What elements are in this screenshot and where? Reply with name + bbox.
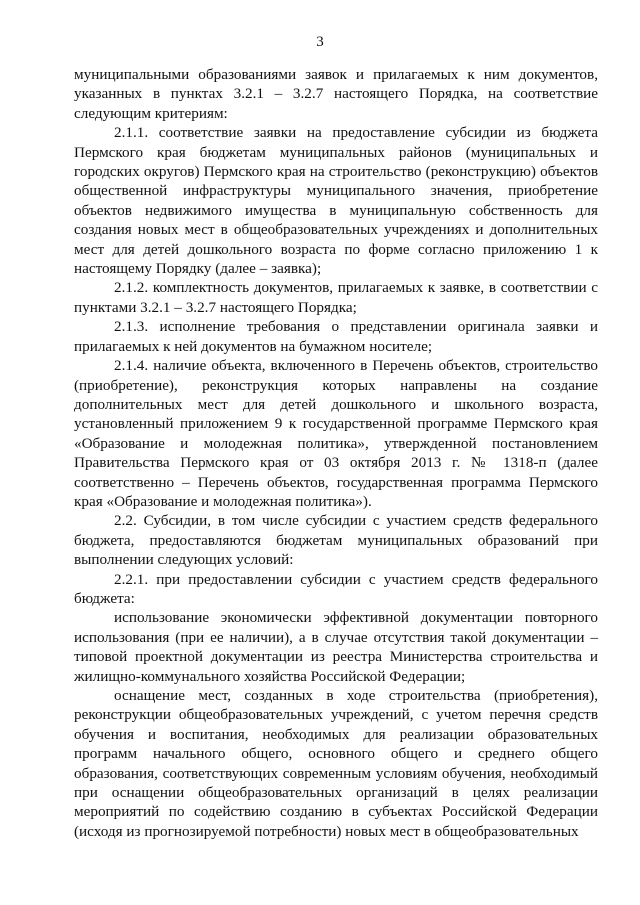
- paragraph-documentation: использование экономически эффективной документации повторного использования (при ее наличии), а в случае отсутствия такой документации – типовой проектной документации из реестра Министерства строительства и жилищно-коммунального хозяйства Российской Федерации;: [74, 609, 598, 685]
- paragraph-2-2-1: 2.2.1. при предоставлении субсидии с участием средств федерального бюджета:: [74, 570, 598, 607]
- paragraph-2-1-4: 2.1.4. наличие объекта, включенного в Перечень объектов, строительство (приобретение), реконструкция которых направлены на создание дополнительных мест для детей дошкольного и школьного возраста, установленный приложением 9 к государственной программе Пермского края «Образование и молодежная политика», утвержденной постановлением Правительства Пермского края от 03 октября 2013 г. № 1318-п (далее соответственно – Перечень объектов, государственная программа Пермского края «Образование и молодежная политика»).: [74, 357, 598, 510]
- paragraph-2-2: 2.2. Субсидии, в том числе субсидии с участием средств федерального бюджета, предоставляются бюджетам муниципальных образований при выполнении следующих условий:: [74, 512, 598, 569]
- paragraph-2-1-1: 2.1.1. соответствие заявки на предоставление субсидии из бюджета Пермского края бюджетам муниципальных районов (муниципальных и городских округов) Пермского края на строительство (реконструкцию) объектов общественной инфраструктуры муниципального значения, приобретение объектов недвижимого имущества в муниципальную собственность для создания новых мест в общеобразовательных учреждениях и дополнительных мест для детей дошкольного возраста по форме согласно приложению 1 к настоящему Порядку (далее – заявка);: [74, 124, 598, 278]
- document-body: [74, 65, 598, 841]
- paragraph: муниципальными образованиями заявок и прилагаемых к ним документов, указанных в пунктах 3.2.1 – 3.2.7 настоящего Порядка, на соответствие следующим критериям:: [74, 66, 598, 122]
- paragraph-2-1-2: 2.1.2. комплектность документов, прилагаемых к заявке, в соответствии с пунктами 3.2.1 – 3.2.7 настоящего Порядка;: [74, 279, 598, 316]
- page-number: 3: [316, 34, 324, 50]
- paragraph-2-1-3: 2.1.3. исполнение требования о представлении оригинала заявки и прилагаемых к ней документов на бумажном носителе;: [74, 318, 598, 355]
- paragraph-equipment: оснащение мест, созданных в ходе строительства (приобретения), реконструкции общеобразовательных учреждений, с учетом перечня средств обучения и воспитания, необходимых для реализации образовательных программ начального общего, основного общего и среднего общего образования, соответствующих современным условиям обучения, необходимый при оснащении общеобразовательных организаций в целях реализации мероприятий по содействию созданию в субъектах Российской Федерации (исходя из прогнозируемой потребности) новых мест в общеобразовательных: [74, 687, 598, 840]
